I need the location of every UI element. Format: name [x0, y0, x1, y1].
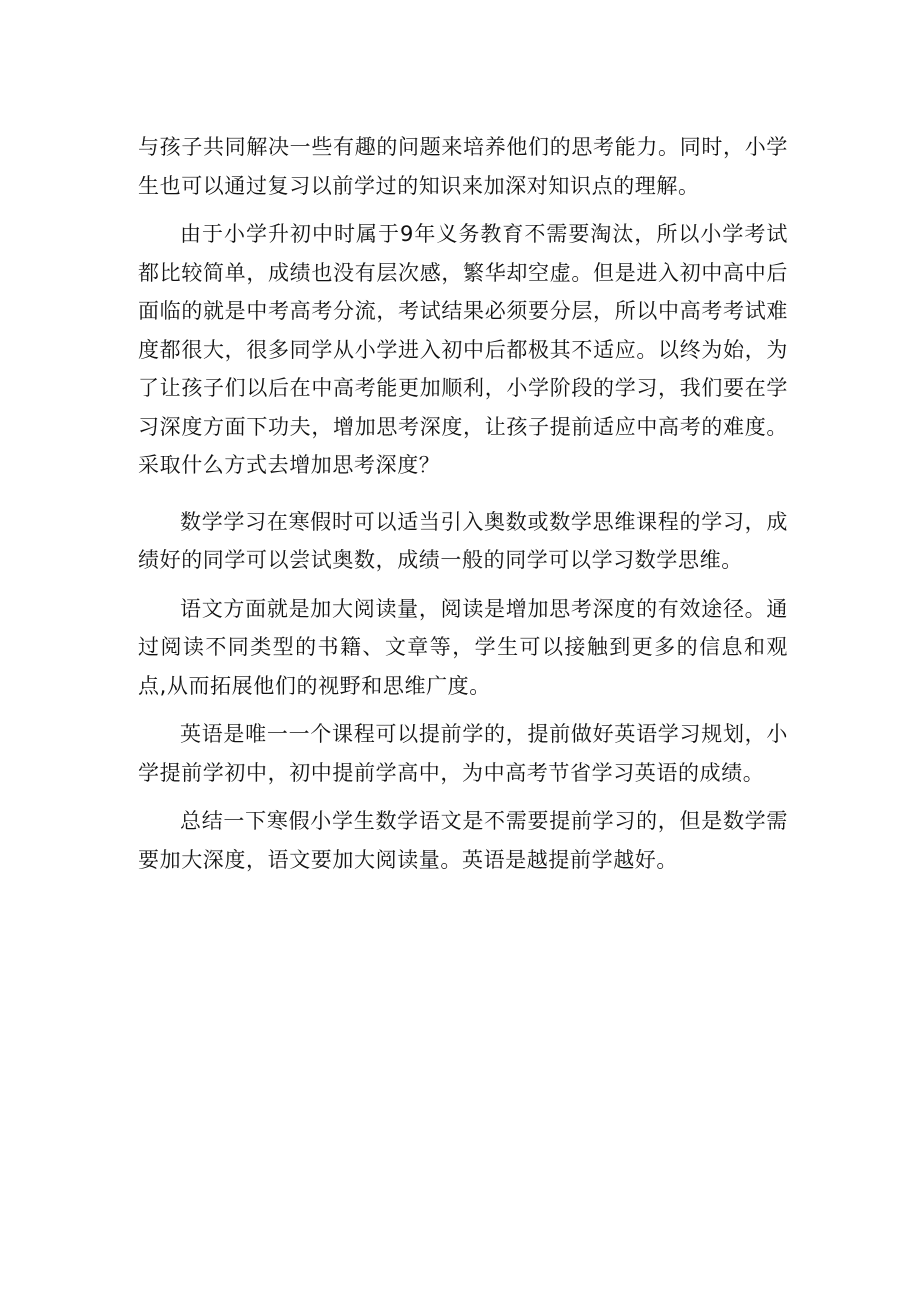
paragraph-chinese: 语文方面就是加大阅读量，阅读是增加思考深度的有效途径。通过阅读不同类型的书籍、文章等，学生可以接触到更多的信息和观点,从而拓展他们的视野和思维广度。 [138, 596, 788, 698]
paragraph-exam-background: 由于小学升初中时属于9年义务教育不需要淘汰，所以小学考试都比较简单，成绩也没有层次感，繁华却空虚。但是进入初中高中后面临的就是中考高考分流，考试结果必须要分层，所以中高考考试难度都很大，很多同学从小学进入初中后都极其不适应。以终为始，为了让孩子们以后在中高考能更加顺利，小学阶段的学习，我们要在学习深度方面下功夫，增加思考深度，让孩子提前适应中高考的难度。采取什么方式去增加思考深度？ [138, 222, 788, 477]
document-body [138, 128, 788, 879]
paragraph-math: 数学学习在寒假时可以适当引入奥数或数学思维课程的学习，成绩好的同学可以尝试奥数，成绩一般的同学可以学习数学思维。 [138, 509, 788, 572]
paragraph-summary: 总结一下寒假小学生数学语文是不需要提前学习的，但是数学需要加大深度，语文要加大阅读量。英语是越提前学越好。 [138, 809, 788, 872]
paragraph-continuation: 与孩子共同解决一些有趣的问题来培养他们的思考能力。同时，小学生也可以通过复习以前学过的知识来加深对知识点的理解。 [138, 135, 788, 198]
paragraph-english: 英语是唯一一个课程可以提前学的，提前做好英语学习规划，小学提前学初中，初中提前学高中，为中高考节省学习英语的成绩。 [138, 722, 788, 785]
